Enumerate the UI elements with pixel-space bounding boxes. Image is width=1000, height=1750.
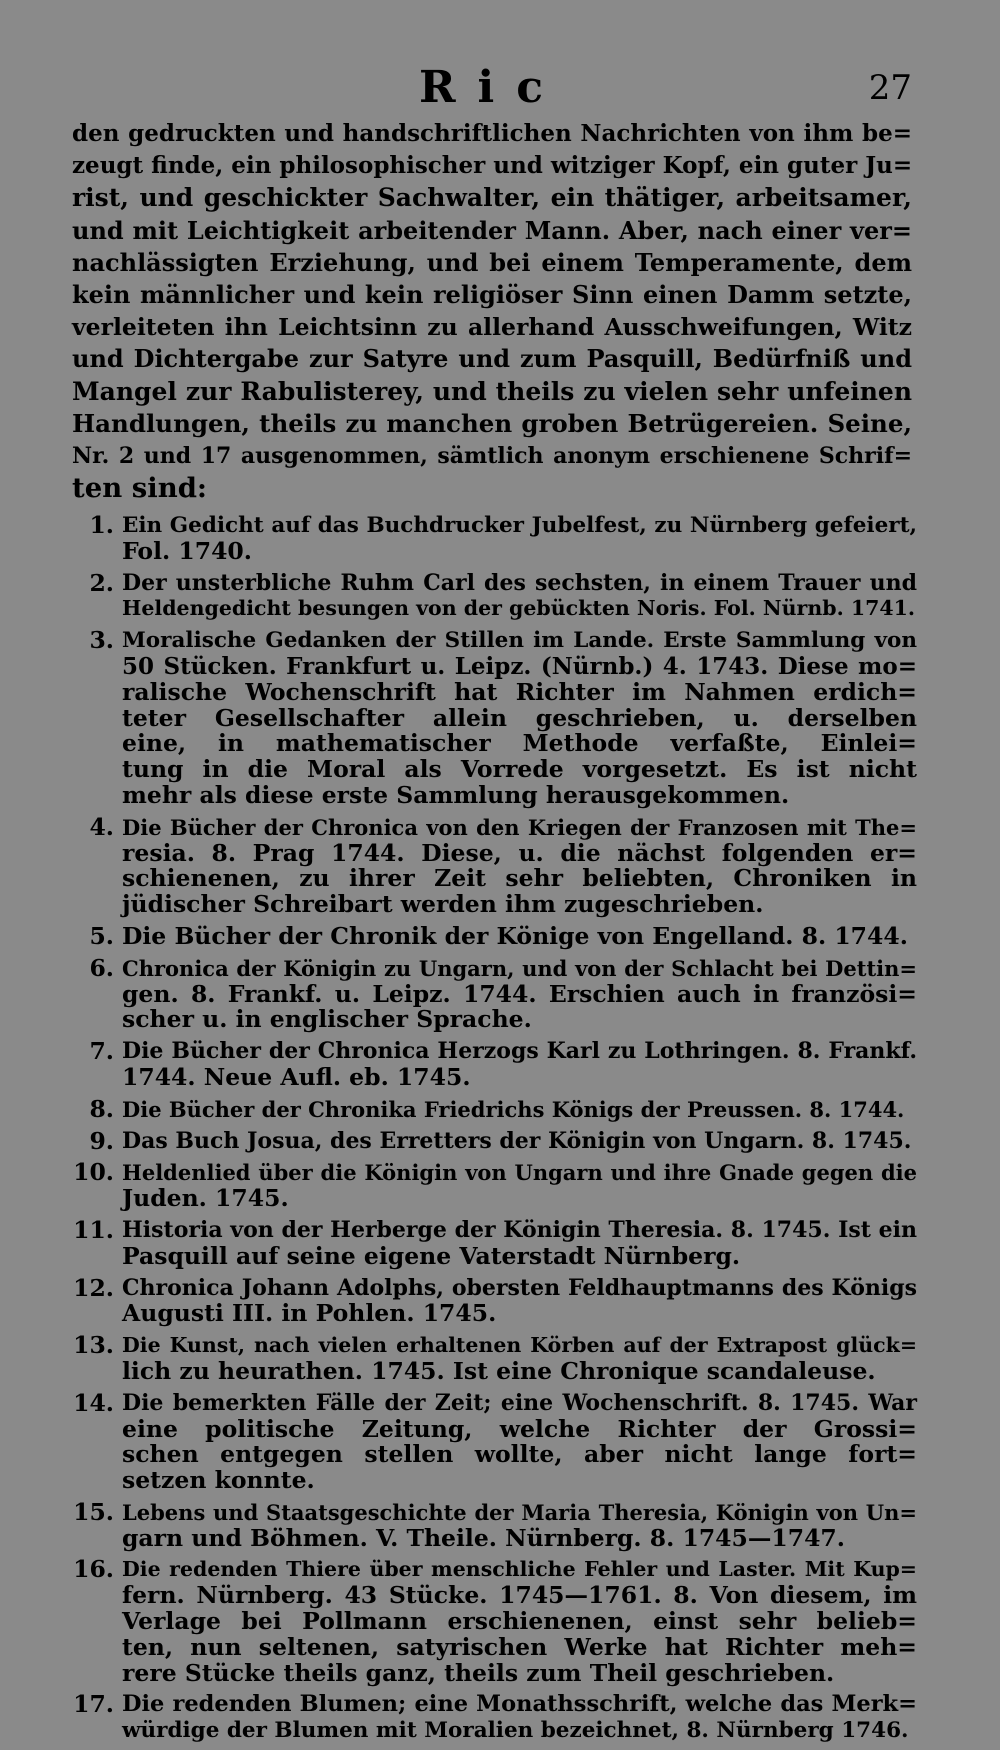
list-item [72, 568, 917, 623]
entry-number: 2. [89, 568, 114, 597]
list-item [72, 1497, 917, 1552]
entry-line: würdige der Blumen mit Moralien bezeichnet, 8. Nürnberg 1746. [122, 1718, 909, 1744]
list-item [72, 1333, 917, 1385]
entry-number: 9. [89, 1126, 114, 1155]
entry-line: Chronica der Königin zu Ungarn, und von der Schlacht bei Dettin= [122, 955, 917, 981]
entry-line: Chronica Johann Adolphs, obersten Feldhauptmanns des Königs [122, 1274, 917, 1301]
entry-line: Die Bücher der Chronika Friedrichs Königs der Preussen. 8. 1744. [122, 1096, 905, 1122]
intro-line: zeugt finde, ein philosophischer und witziger Kopf, ein guter Ju= [72, 152, 913, 180]
entry-number: 6. [89, 953, 114, 982]
entry-number: 7. [89, 1037, 114, 1066]
entry-line: Der unsterbliche Ruhm Carl des sechsten, in einem Trauer und [122, 569, 917, 596]
entry-line: scher u. in englischer Sprache. [122, 1005, 532, 1034]
intro-line: nachlässigten Erziehung, und bei einem Temperamente, dem [72, 247, 912, 277]
intro-line: Handlungen, theils zu manchen groben Betrügereien. Seine, [72, 408, 912, 438]
entry-line: Augusti III. in Pohlen. 1745. [122, 1299, 497, 1328]
intro-line: rist, und geschickter Sachwalter, ein thätiger, arbeitsamer, [72, 183, 912, 213]
entry-line: schienenen, zu ihrer Zeit sehr beliebten, Chroniken in [122, 864, 917, 893]
list-item [72, 812, 917, 919]
intro-line: verleiteten ihn Leichtsinn zu allerhand Ausschweifungen, Witz [72, 313, 912, 342]
entry-line: Ein Gedicht auf das Buchdrucker Jubelfest, zu Nürnberg gefeiert, [122, 513, 917, 538]
intro-line: den gedruckten und handschriftlichen Nachrichten von ihm be= [72, 120, 912, 147]
entry-line: schen entgegen stellen wollte, aber nicht lange fort= [122, 1440, 917, 1469]
entry-number: 10. [73, 1158, 114, 1187]
list-item [72, 1273, 917, 1328]
entry-line: Verlage bei Pollmann erschienenen, einst sehr belieb= [122, 1607, 917, 1636]
page-header [72, 62, 912, 112]
entry-line: Pasquill auf seine eigene Vaterstadt Nürnberg. [122, 1241, 741, 1270]
intro-line: und mit Leichtigkeit arbeitender Mann. Aber, nach einer ver= [72, 215, 912, 245]
intro-line: und Dichtergabe zur Satyre und zum Pasquill, Bedürfniß und [72, 344, 912, 374]
entry-line: Historia von der Herberge der Königin Theresia. 8. 1745. Ist ein [122, 1216, 917, 1243]
list-item [72, 953, 917, 1034]
list-item [72, 1039, 917, 1091]
entry-line: resia. 8. Prag 1744. Diese, u. die nächst folgenden er= [122, 838, 917, 867]
entry-line: eine, in mathematischer Methode verfaßte, Einlei= [122, 729, 917, 758]
entry-line: Die Kunst, nach vielen erhaltenen Körben auf der Extrapost glück= [122, 1333, 917, 1358]
entry-number: 11. [73, 1215, 114, 1244]
entry-line: gen. 8. Frankf. u. Leipz. 1744. Erschien auch in französi= [122, 979, 917, 1008]
intro-line: kein männlicher und kein religiöser Sinn einen Damm setzte, [72, 280, 912, 310]
list-item [72, 1388, 917, 1495]
list-item [72, 628, 917, 809]
intro-line: ten sind: [72, 472, 208, 505]
list-item [72, 1215, 917, 1270]
entry-line: Das Buch Josua, des Erretters der Königin von Ungarn. 8. 1745. [122, 1127, 912, 1154]
entry-line: Die redenden Blumen; eine Monathsschrift, welche das Merk= [122, 1691, 917, 1718]
entry-number: 5. [89, 921, 114, 950]
entry-line: Moralische Gedanken der Stillen im Lande. Erste Sammlung von [122, 628, 917, 654]
entry-line: ten, nun seltenen, satyrischen Werke hat Richter meh= [122, 1632, 917, 1661]
entry-line: 1744. Neue Aufl. eb. 1745. [122, 1062, 471, 1091]
intro-line: Mangel zur Rabulisterey, und theils zu vielen sehr unfeinen [72, 376, 912, 406]
entry-number: 1. [89, 511, 114, 539]
entry-number: 14. [73, 1388, 114, 1417]
entry-line: fern. Nürnberg. 43 Stücke. 1745—1761. 8. Von diesem, im [122, 1581, 917, 1610]
entry-number: 15. [73, 1497, 114, 1526]
entry-line: Heldengedicht besungen von der gebückten Noris. Fol. Nürnb. 1741. [122, 596, 916, 621]
page-number: 27 [868, 68, 912, 108]
list-item [72, 1094, 917, 1123]
entry-line: Die Bücher der Chronik der Könige von Engelland. 8. 1744. [122, 921, 908, 950]
entry-line: Fol. 1740. [122, 536, 252, 565]
entry-line: Heldenlied über die Königin von Ungarn und ihre Gnade gegen die [122, 1160, 917, 1186]
entry-line: Die Bücher der Chronica von den Kriegen der Franzosen mit The= [122, 814, 917, 840]
entry-line: Juden. 1745. [122, 1184, 289, 1213]
entry-line: Die Bücher der Chronica Herzogs Karl zu Lothringen. 8. Frankf. [122, 1038, 917, 1065]
list-item [72, 1160, 917, 1212]
running-head: Ric [418, 62, 566, 113]
entry-line: jüdischer Schreibart werden ihm zugeschrieben. [122, 890, 764, 919]
entry-line: setzen konnte. [122, 1466, 315, 1495]
entry-number: 12. [73, 1273, 114, 1302]
entry-line: rere Stücke theils ganz, theils zum Theil geschrieben. [122, 1658, 835, 1687]
entry-line: teter Gesellschafter allein geschrieben, u. derselben [122, 703, 917, 732]
entry-line: eine politische Zeitung, welche Richter der Grossi= [122, 1414, 917, 1443]
entry-number: 17. [73, 1690, 114, 1719]
entry-number: 8. [89, 1094, 114, 1123]
entry-line: lich zu heurathen. 1745. Ist eine Chronique scandaleuse. [122, 1356, 876, 1385]
intro-paragraph [72, 118, 912, 504]
bibliography-list [72, 513, 917, 1750]
entry-line: Lebens und Staatsgeschichte der Maria Theresia, Königin von Un= [122, 1499, 917, 1525]
list-item [72, 513, 917, 565]
entry-line: tung in die Moral als Vorrede vorgesetzt. Es ist nicht [122, 755, 917, 784]
entry-line: Die bemerkten Fälle der Zeit; eine Wochenschrift. 8. 1745. War [122, 1389, 917, 1416]
entry-number: 16. [73, 1555, 114, 1584]
list-item [72, 921, 917, 950]
entry-number: 4. [89, 812, 114, 841]
entry-line: Die redenden Thiere über menschliche Fehler und Laster. Mit Kup= [122, 1557, 917, 1582]
entry-line: ralische Wochenschrift hat Richter im Nahmen erdich= [122, 677, 917, 706]
entry-line: mehr als diese erste Sammlung herausgekommen. [122, 780, 790, 809]
list-item [72, 1126, 917, 1155]
entry-line: 50 Stücken. Frankfurt u. Leipz. (Nürnb.) 4. 1743. Diese mo= [122, 652, 917, 680]
intro-line: Nr. 2 und 17 ausgenommen, sämtlich anonym erschienene Schrif= [72, 443, 912, 470]
list-item [72, 1557, 917, 1686]
entry-number: 13. [73, 1331, 114, 1360]
list-item [72, 1692, 917, 1744]
entry-line: garn und Böhmen. V. Theile. Nürnberg. 8. 1745—1747. [122, 1523, 845, 1552]
entry-number: 3. [89, 626, 114, 655]
